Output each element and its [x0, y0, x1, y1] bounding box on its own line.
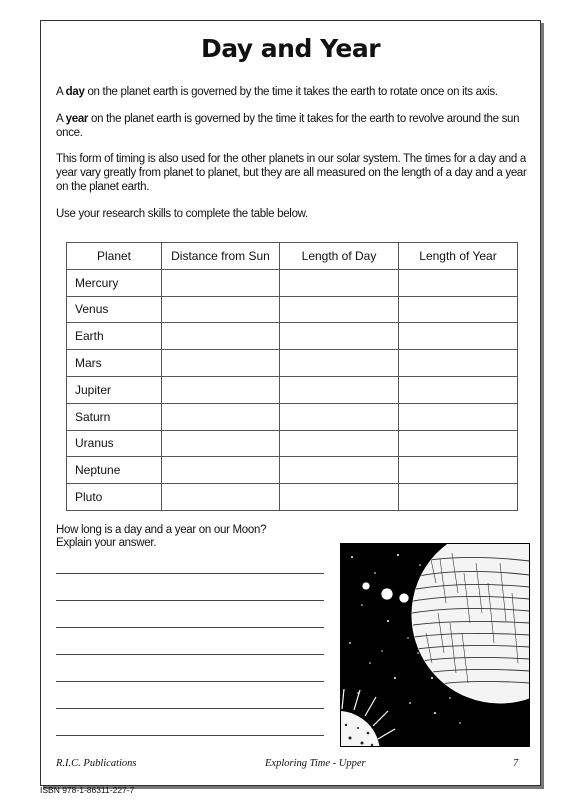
table-row — [67, 269, 518, 296]
answer-line[interactable] — [56, 681, 324, 682]
answer-line[interactable] — [56, 573, 324, 574]
planet-name: Jupiter — [67, 376, 162, 403]
moon-question — [56, 524, 266, 550]
day-cell[interactable] — [280, 269, 399, 296]
year-cell[interactable] — [399, 403, 518, 430]
year-cell[interactable] — [399, 323, 518, 350]
answer-line[interactable] — [56, 654, 324, 655]
distance-cell[interactable] — [162, 484, 280, 511]
question-line-1: How long is a day and a year on our Moon? — [56, 524, 267, 536]
header-year: Length of Year — [399, 243, 518, 270]
distance-cell[interactable] — [162, 269, 280, 296]
footer-publisher: R.I.C. Publications — [56, 758, 137, 769]
day-cell[interactable] — [280, 296, 399, 323]
distance-cell[interactable] — [162, 457, 280, 484]
answer-line[interactable] — [56, 600, 324, 601]
day-cell[interactable] — [280, 403, 399, 430]
planet-name: Uranus — [67, 430, 162, 457]
year-cell[interactable] — [399, 350, 518, 377]
space-illustration — [340, 543, 530, 747]
footer-isbn: ISBN 978-1-86311-227-7 — [40, 785, 135, 795]
year-cell[interactable] — [399, 376, 518, 403]
year-definition: A year on the planet earth is governed by the time it takes for the earth to revolve around the sun once. — [56, 113, 520, 139]
distance-cell[interactable] — [162, 403, 280, 430]
year-cell[interactable] — [399, 457, 518, 484]
table-row — [67, 323, 518, 350]
year-cell[interactable] — [399, 296, 518, 323]
planet-table — [66, 242, 518, 511]
year-cell[interactable] — [399, 269, 518, 296]
distance-cell[interactable] — [162, 376, 280, 403]
year-cell[interactable] — [399, 430, 518, 457]
table-row — [67, 350, 518, 377]
table-row — [67, 430, 518, 457]
planet-name: Mars — [67, 350, 162, 377]
year-cell[interactable] — [399, 484, 518, 511]
footer-book-title: Exploring Time - Upper — [265, 758, 366, 769]
distance-cell[interactable] — [162, 430, 280, 457]
planet-name: Pluto — [67, 484, 162, 511]
day-cell[interactable] — [280, 484, 399, 511]
page-title: Day and Year — [200, 34, 381, 63]
planet-name: Earth — [67, 323, 162, 350]
header-day: Length of Day — [280, 243, 399, 270]
question-line-2: Explain your answer. — [56, 537, 157, 549]
planet-name: Mercury — [67, 269, 162, 296]
footer-page-number: 7 — [513, 758, 519, 769]
table-row — [67, 403, 518, 430]
day-cell[interactable] — [280, 350, 399, 377]
timing-paragraph: This form of timing is also used for the other planets in our solar system. The times for a day and a year vary greatly from planet to planet, but they are all measured on the length of a day and a year on the planet earth. — [56, 153, 527, 193]
planet-name: Neptune — [67, 457, 162, 484]
planet-name: Venus — [67, 296, 162, 323]
answer-line[interactable] — [56, 735, 324, 736]
day-cell[interactable] — [280, 376, 399, 403]
planet-name: Saturn — [67, 403, 162, 430]
table-row — [67, 457, 518, 484]
table-row — [67, 296, 518, 323]
header-planet: Planet — [67, 243, 162, 270]
day-cell[interactable] — [280, 323, 399, 350]
instruction-text: Use your research skills to complete the table below. — [56, 208, 308, 220]
answer-line[interactable] — [56, 627, 324, 628]
distance-cell[interactable] — [162, 323, 280, 350]
day-cell[interactable] — [280, 430, 399, 457]
day-definition: A day on the planet earth is governed by the time it takes the earth to rotate once on its axis. — [56, 86, 498, 98]
header-distance: Distance from Sun — [162, 243, 280, 270]
day-cell[interactable] — [280, 457, 399, 484]
table-header-row — [67, 243, 518, 270]
distance-cell[interactable] — [162, 350, 280, 377]
table-row — [67, 376, 518, 403]
answer-line[interactable] — [56, 708, 324, 709]
table-row — [67, 484, 518, 511]
distance-cell[interactable] — [162, 296, 280, 323]
